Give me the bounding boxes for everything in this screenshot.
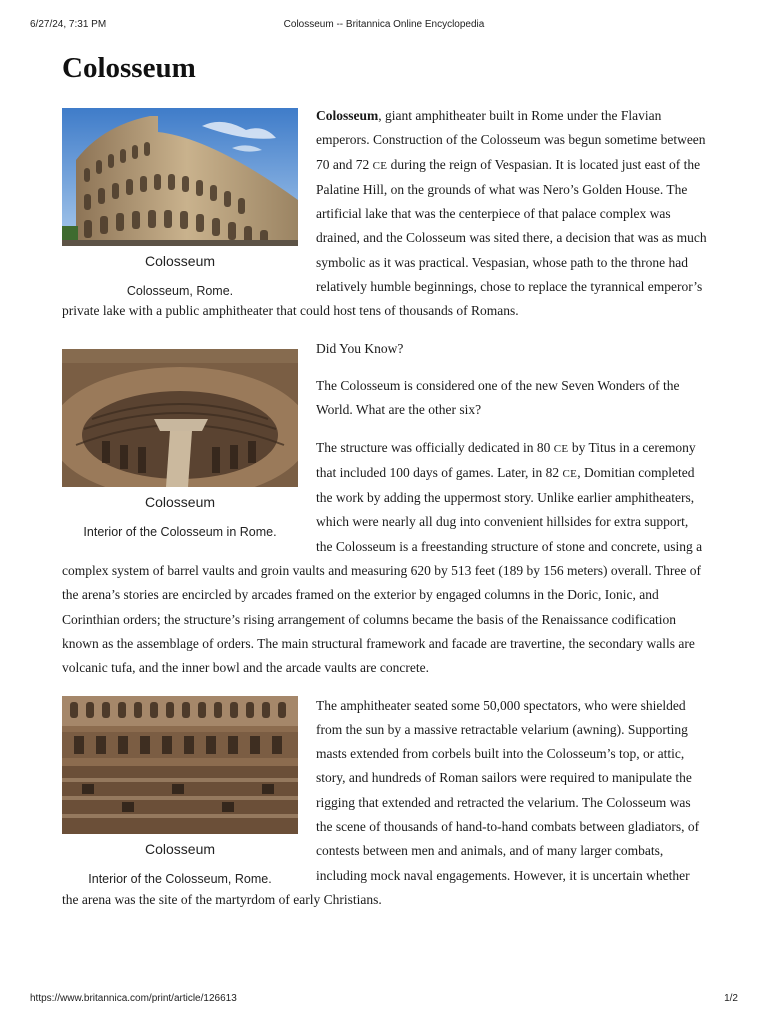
did-you-know-text: The Colosseum is considered one of the new Seven Wonders of the World. What are the other six? bbox=[316, 377, 680, 418]
figure-colosseum-exterior bbox=[62, 108, 298, 299]
structure-text-a: The structure was officially dedicated in 80 bbox=[316, 439, 554, 455]
structure-text-b: by Titus in a ceremony that included 100 days of games. Later, in 82 bbox=[316, 439, 696, 480]
intro-text-b: during the reign of Vespasian. It is located just east of the Palatine Hill, on the grounds of what was Nero’s Golden House. The artificial lake that was the centerpiece of that palace complex was drained, and the Colosseum was sited there, a decision that was as much symbolic as it was practical. Vespasian, whose path to the throne had relatively humble beginnings, chose to replace the tyrannical emperor’s private lake with a public amphitheater that could host tens of thousands of Romans. bbox=[62, 156, 707, 319]
print-url: https://www.britannica.com/print/article/126613 bbox=[30, 993, 237, 1004]
ce-abbrev: CE bbox=[562, 467, 578, 480]
figure-title: Colosseum bbox=[144, 840, 216, 857]
colosseum-interior-tiers-photo[interactable] bbox=[62, 696, 298, 834]
figure-title: Colosseum bbox=[144, 253, 216, 269]
figure-caption: Colosseum, Rome. bbox=[126, 284, 234, 298]
print-datetime: 6/27/24, 7:31 PM bbox=[30, 19, 107, 30]
article-title: Colosseum bbox=[62, 52, 196, 84]
ce-abbrev: CE bbox=[372, 159, 388, 172]
intro-lead-term: Colosseum bbox=[316, 108, 379, 123]
figure-colosseum-interior-tiers bbox=[62, 696, 298, 887]
figure-colosseum-interior bbox=[62, 349, 298, 540]
article bbox=[62, 48, 708, 925]
structure-text-c: , Domitian completed the work by adding the uppermost story. Unlike earlier amphitheaters, which were nearly all dug into convenient hillsides for extra support, the Colosseum is a freestanding structure of stone and concrete, using a complex system of barrel vaults and groin vaults and measuring 620 by 513 feet (189 by 156 meters) overall. Three of the arena’s stories are encircled by arcades framed on the exterior by engaged columns in the Doric, Ionic, and Corinthian orders; the structure’s rising arrangement of columns became the basis of the Renaissance codification known as the assemblage of orders. The main structural framework and facade are travertine, the secondary walls are volcanic tufa, and the inner bowl and the arcade vaults are concrete. bbox=[62, 464, 703, 676]
print-footer bbox=[30, 993, 738, 1007]
print-header bbox=[30, 19, 738, 33]
print-page-number: 1/2 bbox=[724, 993, 738, 1004]
figure-title: Colosseum bbox=[144, 493, 216, 510]
paragraph-spectators: The amphitheater seated some 50,000 spectators, who were shielded from the sun by a massive retractable velarium (awning). Supporting masts extended from corbels built into the Colosseum’s top, or attic, story, and hundreds of Roman sailors were required to manipulate the rigging that extended and retracted the velarium. The Colosseum was the scene of thousands of hand-to-hand combats between gladiators, of contests between men and animals, and of many larger combats, including mock naval engagements. However, it is uncertain whether the arena was the site of the martyrdom of early Christians. bbox=[62, 697, 700, 907]
ce-abbrev: CE bbox=[553, 442, 569, 455]
figure-caption: Interior of the Colosseum, Rome. bbox=[88, 871, 272, 886]
print-page-title: Colosseum -- Britannica Online Encyclopedia bbox=[283, 19, 485, 30]
colosseum-interior-arena-photo[interactable] bbox=[62, 349, 298, 487]
colosseum-exterior-photo[interactable] bbox=[62, 108, 298, 246]
did-you-know-heading: Did You Know? bbox=[316, 340, 404, 356]
figure-caption: Interior of the Colosseum in Rome. bbox=[83, 524, 277, 539]
intro-text-a: , giant amphitheater built in Rome under the Flavian emperors. Construction of the Colosseum was begun sometime between 70 and 72 bbox=[316, 108, 706, 172]
